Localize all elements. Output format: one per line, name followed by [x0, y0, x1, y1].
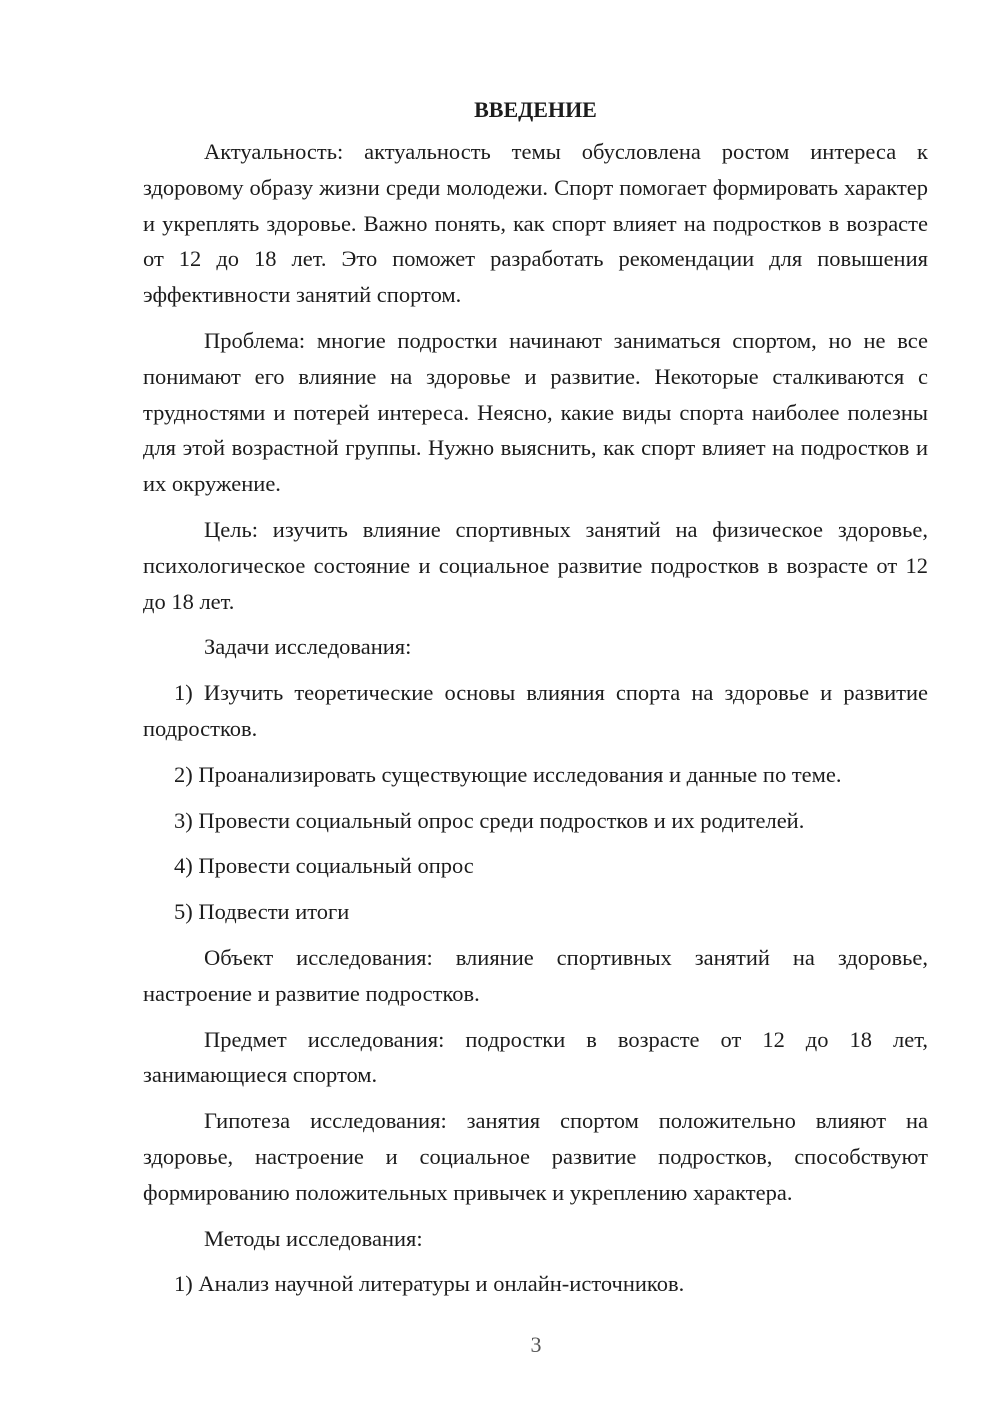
paragraph-relevance: Актуальность: актуальность темы обусловлена ростом интереса к здоровому образу жизни среди молодежи. Спорт помогает формировать характер и укреплять здоровье. Важно понять, как спорт влияет на подростков в возрасте от 12 до 18 лет. Это поможет разработать рекомендации для повышения эффективности занятий спортом.: [143, 139, 928, 308]
paragraph-goal: Цель: изучить влияние спортивных занятий на физическое здоровье, психологическое состояние и социальное развитие подростков в возрасте от 12 до 18 лет.: [143, 516, 928, 614]
paragraph-subject: Предмет исследования: подростки в возрасте от 12 до 18 лет, занимающиеся спортом.: [143, 1026, 928, 1088]
paragraph-hypothesis: Гипотеза исследования: занятия спортом положительно влияют на здоровье, настроение и социальное развитие подростков, способствуют формированию положительных привычек и укреплению характера.: [143, 1108, 928, 1205]
paragraph-problem: Проблема: многие подростки начинают заниматься спортом, но не все понимают его влияние на здоровье и развитие. Некоторые сталкиваются с трудностями и потерей интереса. Неясно, какие виды спорта наиболее полезны для этой возрастной группы. Нужно выяснить, как спорт влияет на подростков и их окружение.: [143, 327, 928, 497]
task-item-1: 1) Изучить теоретические основы влияния спорта на здоровье и развитие подростков.: [143, 680, 928, 741]
method-item-1: 1) Анализ научной литературы и онлайн-источников.: [174, 1271, 685, 1297]
section-title: ВВЕДЕНИЕ: [474, 97, 597, 122]
paragraph-object: Объект исследования: влияние спортивных занятий на здоровье, настроение и развитие подростков.: [143, 944, 928, 1006]
methods-heading: Методы исследования:: [204, 1225, 423, 1251]
tasks-heading: Задачи исследования:: [204, 634, 412, 660]
document-page: [143, 92, 928, 1302]
task-item-4: 4) Провести социальный опрос: [174, 853, 474, 879]
page-number: 3: [530, 1332, 542, 1357]
task-item-2: 2) Проанализировать существующие исследования и данные по теме.: [174, 761, 842, 787]
task-item-5: 5) Подвести итоги: [174, 899, 350, 925]
task-item-3: 3) Провести социальный опрос среди подростков и их родителей.: [174, 807, 805, 833]
